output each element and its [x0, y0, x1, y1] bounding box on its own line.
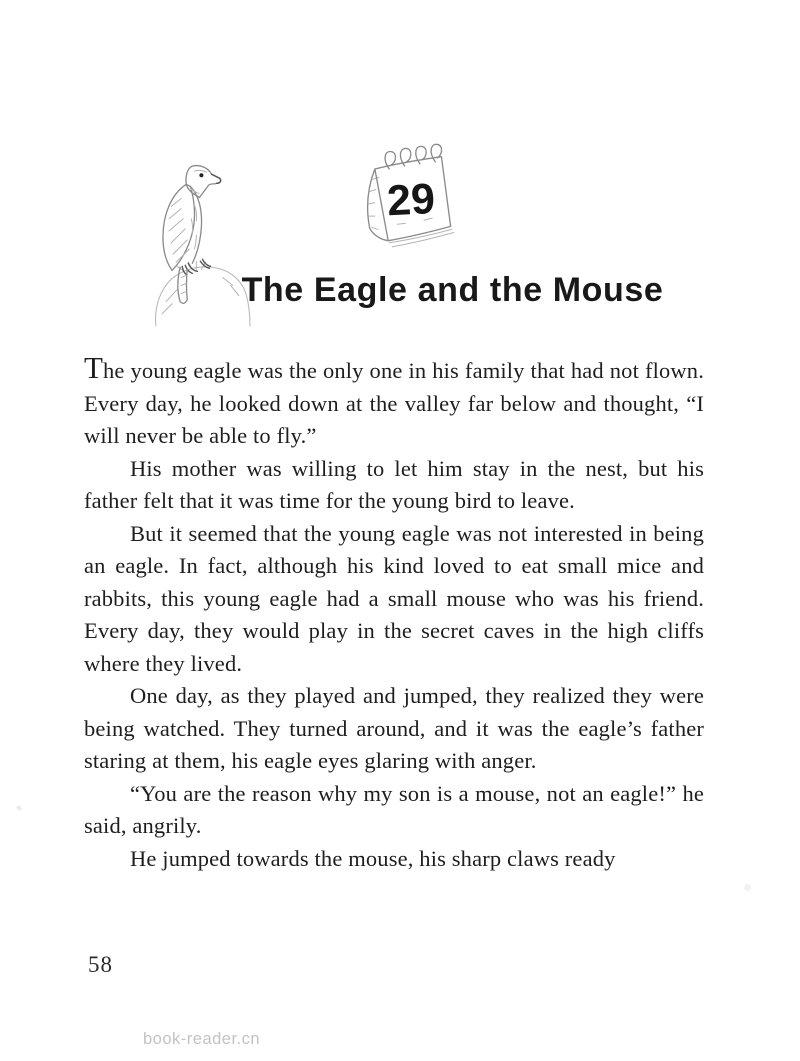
story-paragraph: He jumped towards the mouse, his sharp claws ready	[130, 845, 616, 871]
page-number: 58	[88, 952, 113, 977]
chapter-title: The Eagle and the Mouse	[241, 270, 664, 309]
story-paragraph: “You are the reason why my son is a mouse, not an eagle!” he said, angrily.	[84, 780, 704, 838]
story-paragraph: But it seemed that the young eagle was not interested in being an eagle. In fact, although his kind loved to eat small mice and rabbits, this young eagle had a small mouse who was his friend. Every day, they would play in the secret caves in the high cliffs where they lived.	[84, 520, 704, 676]
calendar-illustration	[338, 126, 466, 254]
story-paragraph: His mother was willing to let him stay in the nest, but his father felt that it was time for the young bird to leave.	[84, 455, 704, 513]
story-paragraph	[84, 352, 704, 453]
chapter-number: 29	[385, 174, 437, 226]
lead-text: he young eagle was the only one in his family that had not flown. Every day, he looked down at the valley far below and thought, “I will never be able to fly.”	[84, 358, 704, 448]
story-body	[84, 352, 704, 875]
lead-initial: T	[84, 350, 103, 385]
scan-artifact	[15, 805, 22, 812]
calendar-icon	[338, 126, 466, 254]
story-paragraph: One day, as they played and jumped, they realized they were being watched. They turned around, and it was the eagle’s father staring at them, his eagle eyes glaring with anger.	[84, 683, 704, 773]
watermark: book-reader.cn	[143, 1030, 261, 1048]
scan-artifact	[744, 884, 751, 891]
